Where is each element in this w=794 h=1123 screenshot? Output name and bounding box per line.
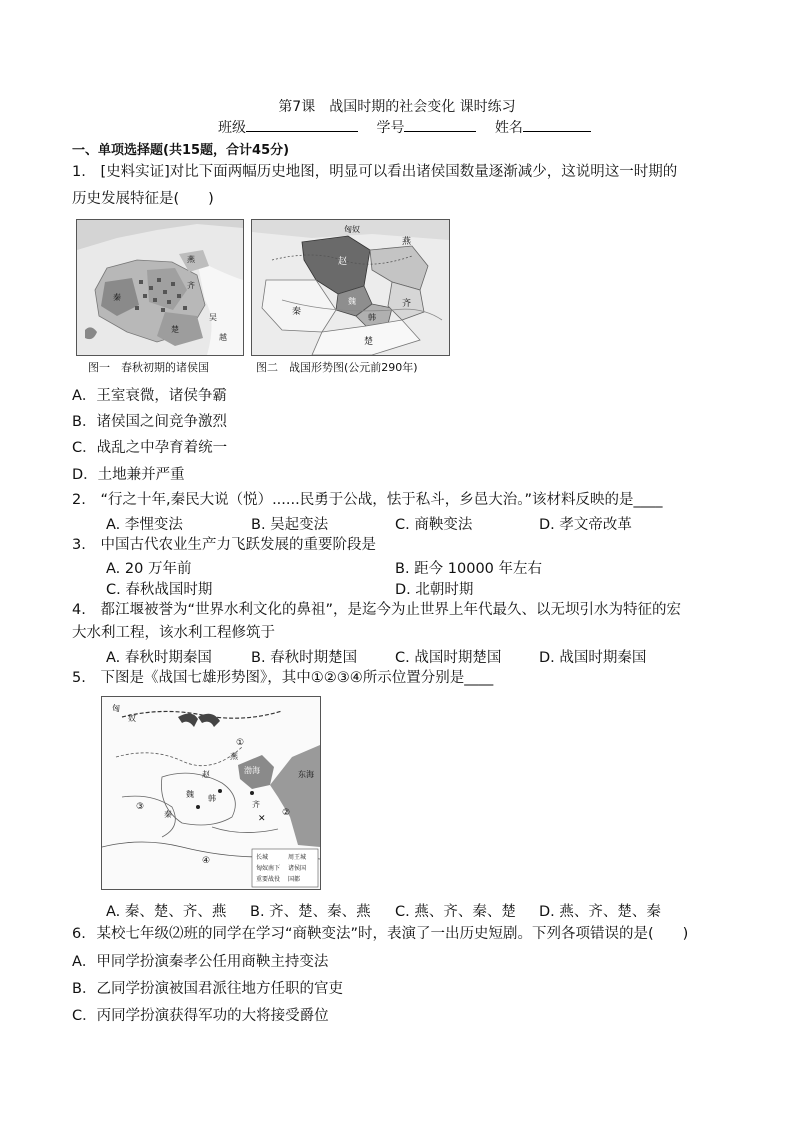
option-c[interactable]: C. 燕、齐、秦、楚 [395,904,516,920]
question-text: 都江堰被誉为“世界水利文化的鼻祖”，是迄今为止世界上年代最久、以无坝引水为特征的宏 [100,602,681,618]
id-blank[interactable] [404,117,476,132]
map2-label: 燕 [402,237,412,247]
class-label: 班级 [218,120,246,136]
map2-label: 赵 [338,257,348,267]
option-d[interactable]: D．土地兼并严重 [72,467,185,483]
question-6 [72,924,688,944]
option-d[interactable]: D. 孝文帝改革 [539,517,632,533]
option-b[interactable]: B．乙同学扮演被国君派往地方任职的官吏 [72,981,343,997]
option-d[interactable]: D. 燕、齐、楚、秦 [539,904,661,920]
map5-label: 燕 [230,752,238,761]
option-b[interactable]: B. 吴起变法 [251,517,329,533]
option-c[interactable]: C. 商鞅变法 [395,517,473,533]
map2-label: 匈奴 [344,225,360,234]
question-4 [72,600,681,620]
class-blank[interactable] [246,117,358,132]
section-title: 一、单项选择题(共15题，合计45分) [72,143,290,158]
name-label: 姓名 [494,120,523,136]
question-text: 下图是《战国七雄形势图》，其中①②③④所示位置分别是____ [100,670,494,686]
map5-legend: 国都 [288,876,301,883]
question-4-line2: 大水利工程，该水利工程修筑于 [72,625,275,641]
question-text: 中国古代农业生产力飞跃发展的重要阶段是 [100,537,376,553]
option-b[interactable]: B. 齐、楚、秦、燕 [250,904,371,920]
map1-label: 秦 [113,293,121,302]
question-2 [72,490,663,510]
question-text: “行之十年,秦民大说（悦）......民勇于公战，怯于私斗，乡邑大治。”该材料反映的是____ [100,492,663,508]
map5-label: 匈 [112,704,120,713]
map5-legend: 重要战役 [256,876,281,883]
option-a[interactable]: A. 秦、楚、齐、燕 [106,904,227,920]
map1-label: 吴 [209,313,217,322]
option-a[interactable]: A. 春秋时期秦国 [106,650,212,666]
question-1-line2: 历史发展特征是( ) [72,191,214,207]
student-info-line [218,117,591,137]
option-a[interactable]: A. 李悝变法 [106,517,183,533]
question-number: 4. [72,602,86,618]
question-text: 某校七年级⑵班的同学在学习“商鞅变法”时，表演了一出历史短剧。下列各项错误的是( ) [96,926,689,942]
map2-label: 齐 [402,299,412,309]
map-warring-states [251,219,450,356]
map5-label: ② [282,808,291,818]
map5-legend: 匈奴南下 [256,865,281,872]
option-a[interactable]: A. 20 万年前 [106,561,192,577]
map5-label: 赵 [202,770,210,779]
map5-label: 渤海 [244,766,260,775]
question-number: 3. [72,537,86,553]
page-title: 第7课 战国时期的社会变化 课时练习 [278,99,516,115]
option-b[interactable]: B．诸侯国之间竞争激烈 [72,414,227,430]
question-number: 6. [72,926,86,942]
question-number: 2. [72,492,86,508]
map5-label: ④ [202,856,211,866]
svg-text:✕: ✕ [258,814,266,824]
option-c[interactable]: C．丙同学扮演获得军功的大将接受爵位 [72,1008,329,1024]
option-d[interactable]: D. 北朝时期 [395,582,474,598]
map2-caption: 图二 战国形势图(公元前290年) [256,361,418,374]
name-blank[interactable] [523,117,591,132]
option-c[interactable]: C. 战国时期楚国 [395,650,502,666]
map-warring-states-graphic [252,220,449,355]
map1-label: 楚 [171,325,179,334]
map5-legend: 诸侯国 [288,865,307,872]
map2-label: 楚 [364,337,374,347]
map5-legend: 周王城 [288,854,307,861]
map2-label: 韩 [368,313,376,322]
option-d[interactable]: D. 战国时期秦国 [539,650,647,666]
option-a[interactable]: A．王室衰微，诸侯争霸 [72,388,227,404]
option-c[interactable]: C．战乱之中孕育着统一 [72,440,228,456]
map-spring-autumn-graphic [77,220,243,355]
map5-label: 魏 [186,790,194,799]
option-a[interactable]: A．甲同学扮演秦孝公任用商鞅主持变法 [72,954,329,970]
map-seven-states-graphic [102,697,320,889]
map1-caption: 图一 春秋初期的诸侯国 [88,361,209,374]
option-b[interactable]: B. 距今 10000 年左右 [395,561,543,577]
map1-label: 燕 [187,255,195,264]
map5-label: 齐 [252,800,260,809]
question-3 [72,535,376,555]
map5-label: ③ [136,802,145,812]
map-spring-autumn [76,219,244,356]
map1-label: 齐 [187,281,195,290]
map5-legend: 长城 [256,854,269,861]
option-c[interactable]: C. 春秋战国时期 [106,582,213,598]
id-label: 学号 [376,120,405,136]
option-b[interactable]: B. 春秋时期楚国 [251,650,358,666]
map1-label: 越 [219,333,227,342]
map2-label: 秦 [292,307,302,317]
map5-label: ① [236,738,245,748]
question-text: [史料实证]对比下面两幅历史地图，明显可以看出诸侯国数量逐渐减少，这说明这一时期的 [100,164,678,180]
map5-label: 奴 [128,714,136,723]
map5-label: 东海 [298,770,314,779]
question-1 [72,162,677,182]
question-5 [72,668,493,688]
map5-label: 韩 [208,794,216,803]
question-number: 1. [72,164,86,180]
map-seven-states [101,696,321,890]
map5-label: 秦 [164,810,172,819]
question-number: 5. [72,670,86,686]
map2-label: 魏 [348,297,356,306]
